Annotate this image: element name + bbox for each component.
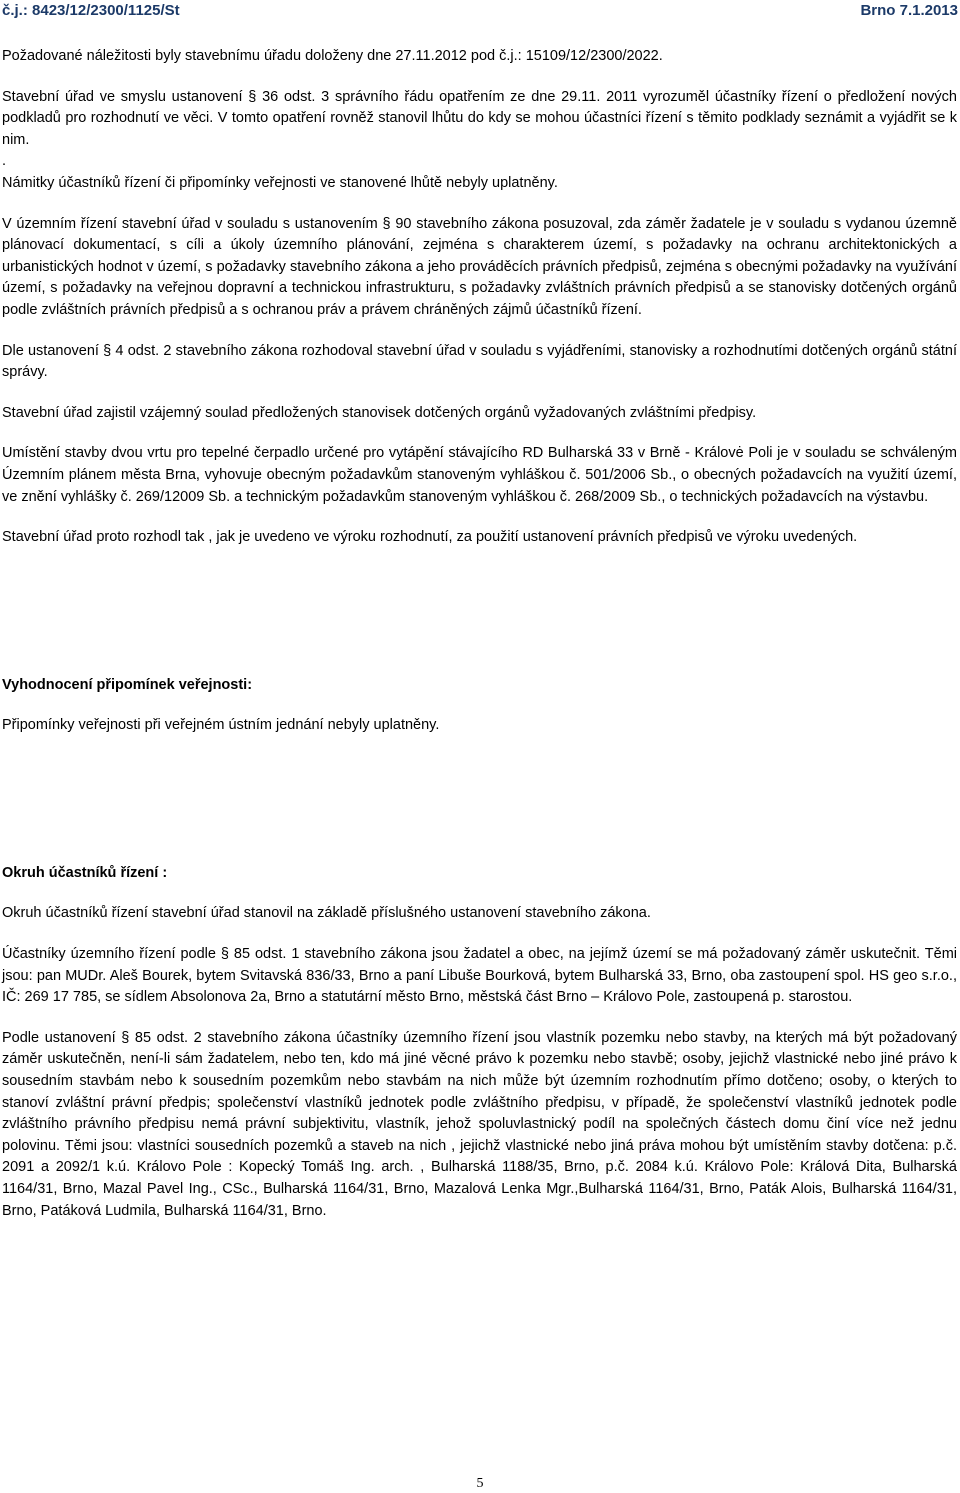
heading-public-comments: Vyhodnocení připomínek veřejnosti: [2,676,253,693]
paragraph-placement: Umístění stavby dvou vrtu pro tepelné čerpadlo určené pro vytápění stávajícího RD Bulharská 33 v Brně - Královė Poli je v souladu se schváleným Územním plánem města Brna, vyhovuje obecným požadavkům stanoveným vyhláškou č. 501/2006 Sb., o obecných požadavcích na využití území, ve znění vyhlášky č. 269/12009 Sb. a technickým požadavkům stanoveným vyhláškou č. 268/2009 Sb., o technických požadavcích na výstavbu. [2,445,957,505]
heading-participants: Okruh účastníků řízení : [2,864,168,881]
paragraph-participants-85-2: Podle ustanovení § 85 odst. 2 stavebního zákona účastníky územního řízení jsou vlastník pozemku nebo stavby, na kterých má být požadovaný záměr uskutečněn, není-li sám žadatelem, nebo ten, kdo má jiné věcné právo k pozemku nebo stavbě; osoby, jejichž vlastnické nebo jiné právo k sousedním stavbám nebo k sousedním pozemkům nebo stavbám na nich může být územním rozhodnutím přímo dotčeno; osoby, o kterých to stanoví zvláštní právní předpis; společenství vlastníků jednotek podle zvláštního předpisu, v případě, že společenství vlastníků jednotek podle zvláštního právního předpisu nemá právní subjektivitu, vlastník, jehož spoluvlastnický podíl na společných částech domu činí více než jednu polovinu. Těmi jsou: vlastníci sousedních pozemků a staveb na nich , jejichž vlastnické nebo jiná práva mohou být umístěním stavby dotčena: p.č. 2091 a 2092/1 k.ú. Královo Pole : Kopecký Tomáš Ing. arch. , Bulharská 1188/35, Brno, p.č. 2084 k.ú. Královo Pole: Králová Dita, Bulharská 1164/31, Brno, Mazal Pavel Ing., CSc., Bulharská 1164/31, Brno, Mazalová Lenka Mgr.,Bulharská 1164/31, Brno, Paták Alois, Bulharská 1164/31, Brno, Patáková Ludmila, Bulharská 1164/31, Brno. [2,1029,957,1219]
paragraph-dot: . [2,153,7,170]
document-body [2,46,957,1222]
paragraph-participants-scope: Okruh účastníků řízení stavební úřad stanovil na základě příslušného ustanovení stavebního zákona. [2,905,651,922]
paragraph-notification: Stavební úřad ve smyslu ustanovení § 36 odst. 3 správního řádu opatřením ze dne 29.11. 2011 vyrozuměl účastníky řízení o předložení nových podkladů pro rozhodnutí ve věci. V tomto opatření rovněž stanovil lhůtu do kdy se mohou účastníci řízení s těmito podklady seznámit a vyjádřit se k nim. [2,88,957,148]
paragraph-authorities: Dle ustanovení § 4 odst. 2 stavebního zákona rozhodoval stavební úřad v souladu s vyjádřeními, stanovisky a rozhodnutími dotčených orgánů státní správy. [2,342,957,381]
page-header [0,2,960,20]
paragraph-participants-85-1: Účastníky územního řízení podle § 85 odst. 1 stavebního zákona jsou žadatel a obec, na jejímž území se má požadovaný záměr uskutečnit. Těmi jsou: pan MUDr. Aleš Bourek, bytem Svitavská 836/33, Brno a paní Libuše Bourková, bytem Bulharská 33, Brno, oba zastoupení spol. HS geo s.r.o., IČ: 269 17 785, se sídlem Absolonova 2a, Brno a statutární město Brno, městská část Brno – Královo Pole, zastoupená p. starostou. [2,946,957,1006]
paragraph-public-comments: Připomínky veřejnosti při veřejném ústním jednání nebyly uplatněny. [2,717,440,734]
page-number: 5 [476,1476,484,1491]
paragraph-decision: Stavební úřad proto rozhodl tak , jak je uvedeno ve výroku rozhodnutí, za použití ustanovení právních předpisů ve výroku uvedených. [2,529,858,546]
reference-number: č.j.: 8423/12/2300/1125/St [2,2,180,19]
paragraph-no-objections: Námitky účastníků řízení či připomínky veřejnosti ve stanovené lhůtě nebyly uplatněny. [2,174,558,191]
paragraph-harmony: Stavební úřad zajistil vzájemný soulad předložených stanovisek dotčených orgánů vyžadovaných zvláštními předpisy. [2,404,757,421]
place-date: Brno 7.1.2013 [860,2,958,19]
paragraph-zoning-assessment: V územním řízení stavební úřad v souladu s ustanovením § 90 stavebního zákona posuzoval, zda záměr žadatele je v souladu s vydanou územně plánovací dokumentací, s cíli a úkoly územního plánování, zejména s charakterem území, s požadavky na ochranu architektonických a urbanistických hodnot v území, s požadavky stavebního zákona a jeho prováděcích právních předpisů, zejména s obecnými požadavky na využívání území, s požadavky na veřejnou dopravní a technickou infrastrukturu, s požadavky zvláštních právních předpisů a se stanovisky dotčených orgánů podle zvláštních právních předpisů a s ochranou práv a právem chráněných zájmů účastníků řízení. [2,215,957,318]
paragraph-documents-submitted: Požadované náležitosti byly stavebnímu úřadu doloženy dne 27.11.2012 pod č.j.: 15109/12/2300/2022. [2,48,663,64]
